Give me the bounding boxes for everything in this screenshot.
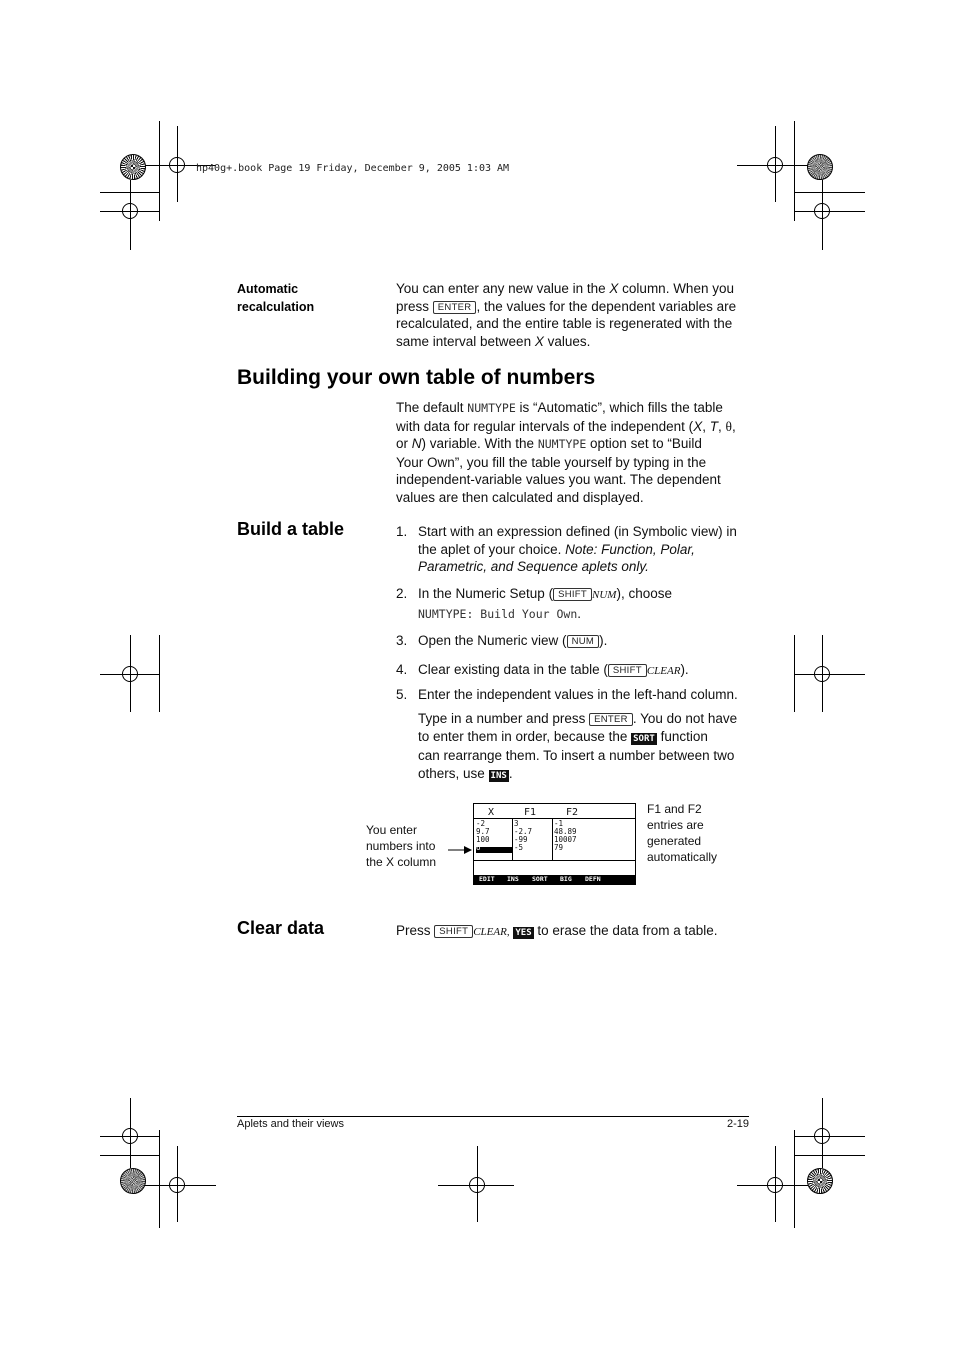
registration-star-icon (120, 154, 146, 180)
sidehead-automatic: Automatic recalculation (237, 282, 315, 314)
shift-key-icon: SHIFT (434, 925, 473, 938)
calculator-menu-bar (474, 875, 635, 884)
enter-key-icon: ENTER (433, 301, 477, 314)
step-2: 2. In the Numeric Setup ( SHIFT NUM), choose NUMTYPE: Build Your Own. (396, 586, 672, 621)
calculator-screen (473, 803, 636, 885)
clear-data-paragraph: Press SHIFT CLEAR, YES to erase the data from a table. (396, 923, 718, 938)
build-table-heading: Build a table (237, 519, 345, 539)
shift-key-icon: SHIFT (553, 588, 592, 601)
section-intro-paragraph: The default NUMTYPE is “Automatic”, which fills the table with data for regular intervals of the independent (X, T, θ, or N) variable. With the NUMTYPE option set to “Build Your Own”, you fill the table yourself by typing in the independent-variable values you want. The dependent values are then calculated and displayed. (396, 400, 736, 505)
column-header-f1: F1 (524, 807, 537, 818)
section-title: Building your own table of numbers (237, 366, 596, 389)
yes-softkey-icon: YES (515, 928, 532, 938)
menu-ins: INS (507, 875, 519, 883)
column-header-x: X (488, 807, 495, 818)
f2-column-values: -1 48.89 10007 79 (554, 819, 577, 852)
clear-data-heading: Clear data (237, 918, 325, 938)
step-4: 4. Clear existing data in the table ( SHIFT CLEAR). (396, 662, 689, 677)
menu-edit: EDIT (479, 875, 495, 883)
ins-softkey-icon: INS (490, 770, 507, 781)
registration-star-icon (120, 1168, 146, 1194)
column-header-f2: F2 (566, 807, 579, 818)
figure-right-caption: F1 and F2 entries are generated automatically (647, 802, 718, 864)
sort-softkey-icon: SORT (633, 734, 655, 745)
step-3: 3. Open the Numeric view ( NUM ). (396, 633, 608, 648)
step-5-detail: Type in a number and press ENTER . You do not have to enter them in order, because the SORT function can rearrange them. To insert a number between two others, use INS . (418, 711, 738, 781)
print-header: hp40g+.book Page 19 Friday, December 9, 2005 1:03 AM (196, 163, 510, 174)
x-column-values: -2 9.7 100 6 (476, 819, 490, 852)
enter-key-icon: ENTER (589, 713, 633, 726)
num-key-icon: NUM (567, 635, 600, 648)
footer-chapter: Aplets and their views (237, 1118, 344, 1130)
registration-star-icon (807, 1168, 833, 1194)
step-1: 1. Start with an expression defined (in Symbolic view) in the aplet of your choice. Note: Function, Polar, Parametric, and Sequence aplets only. (396, 524, 737, 575)
menu-sort: SORT (532, 875, 548, 883)
footer-rule (237, 1116, 749, 1117)
automatic-paragraph: You can enter any new value in the X column. When you press ENTER , the values for the dependent variables are recalculated, and the entire table is regenerated with the same interval between X values. (396, 281, 737, 349)
menu-defn: DEFN (585, 875, 601, 883)
figure-left-caption: You enter numbers into the X column (366, 823, 437, 869)
registration-star-icon (807, 154, 833, 180)
f1-column-values: 3 -2.7 -99 -5 (514, 819, 533, 852)
shift-key-icon: SHIFT (608, 664, 647, 677)
step-5: 5. Enter the independent values in the left-hand column. (396, 687, 738, 702)
menu-big: BIG (560, 875, 572, 883)
footer-page-number: 2-19 (727, 1118, 750, 1130)
